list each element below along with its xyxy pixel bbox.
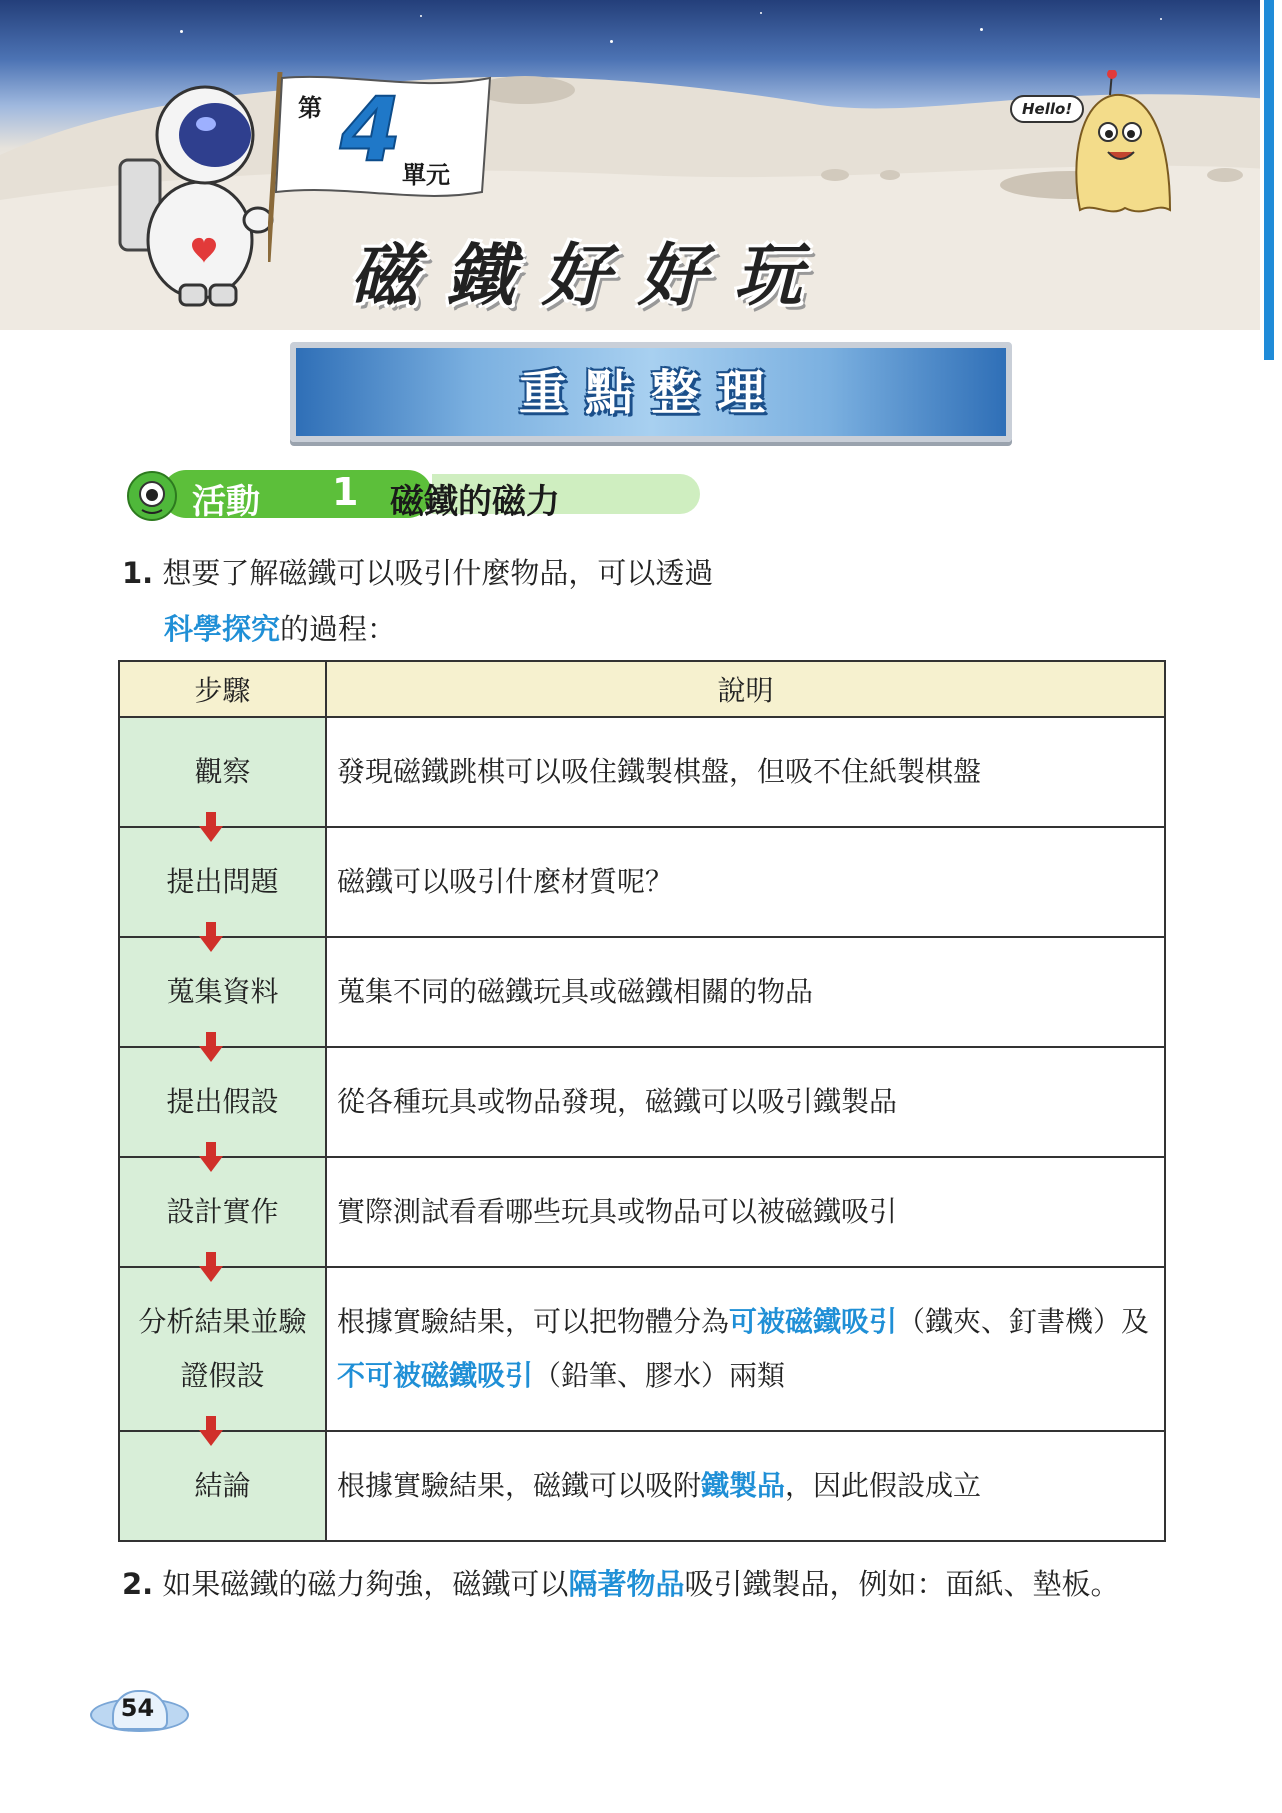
flow-arrow-icon	[199, 1430, 223, 1446]
item-2-paragraph	[122, 1556, 1172, 1612]
desc-text: （鐵夾、釘書機）及	[897, 1305, 1150, 1338]
description-cell	[326, 1431, 1165, 1541]
item-2-highlight: 隔著物品	[568, 1567, 685, 1601]
chapter-title: 磁鐵好好玩	[350, 237, 831, 316]
green-monster-icon	[122, 466, 184, 522]
activity-number: 1	[332, 470, 359, 514]
activity-label: 活動	[192, 482, 260, 522]
item-1-text-before: 想要了解磁鐵可以吸引什麼物品，可以透過	[162, 556, 714, 590]
table-row	[119, 717, 1165, 827]
description-cell: 從各種玩具或物品發現，磁鐵可以吸引鐵製品	[326, 1047, 1165, 1157]
page-number-badge	[90, 1690, 185, 1730]
table-row	[119, 1431, 1165, 1541]
step-cell: 結論	[119, 1431, 326, 1541]
activity-topic: 磁鐵的磁力	[390, 482, 560, 522]
table-row	[119, 1157, 1165, 1267]
table-row	[119, 827, 1165, 937]
description-cell: 磁鐵可以吸引什麼材質呢？	[326, 827, 1165, 937]
table-row	[119, 1267, 1165, 1431]
desc-highlight: 鐵製品	[701, 1469, 786, 1502]
description-cell: 發現磁鐵跳棋可以吸住鐵製棋盤，但吸不住紙製棋盤	[326, 717, 1165, 827]
item-1-paragraph	[122, 545, 1172, 657]
description-cell: 實際測試看看哪些玩具或物品可以被磁鐵吸引	[326, 1157, 1165, 1267]
item-1-highlight: 科學探究	[164, 612, 281, 646]
item-2-number: 2.	[122, 1567, 154, 1601]
desc-text: （鉛筆、膠水）兩類	[533, 1359, 786, 1392]
step-cell: 觀察	[119, 717, 326, 827]
flow-arrow-icon	[199, 1266, 223, 1282]
page-edge-tab	[1260, 0, 1282, 1813]
item-1-text-after: 的過程：	[280, 612, 397, 646]
step-cell: 蒐集資料	[119, 937, 326, 1047]
step-cell: 提出問題	[119, 827, 326, 937]
header-step: 步驟	[119, 661, 326, 717]
key-points-banner	[290, 342, 1012, 442]
table-header-row	[119, 661, 1165, 717]
step-cell: 分析結果並驗證假設	[119, 1267, 326, 1431]
unit-suffix: 單元	[402, 161, 450, 189]
step-cell: 提出假設	[119, 1047, 326, 1157]
flow-arrow-icon	[199, 826, 223, 842]
item-1-number: 1.	[122, 556, 154, 590]
desc-highlight: 可被磁鐵吸引	[729, 1305, 898, 1338]
desc-text: 根據實驗結果，磁鐵可以吸附	[337, 1469, 702, 1502]
table-row	[119, 1047, 1165, 1157]
unit-prefix: 第	[298, 94, 322, 122]
alien-character-illustration	[1060, 70, 1200, 220]
unit-number: 4	[340, 78, 402, 181]
activity-heading	[122, 466, 702, 522]
item-2-text-after: 吸引鐵製品，例如：面紙、墊板。	[684, 1567, 1120, 1601]
desc-text: ，因此假設成立	[785, 1469, 982, 1502]
description-cell: 蒐集不同的磁鐵玩具或磁鐵相關的物品	[326, 937, 1165, 1047]
flow-arrow-icon	[199, 1156, 223, 1172]
flow-arrow-icon	[199, 936, 223, 952]
hello-speech-bubble: Hello!	[1010, 95, 1084, 123]
page-number: 54	[120, 1694, 155, 1722]
header-description: 說明	[326, 661, 1165, 717]
desc-text: 根據實驗結果，可以把物體分為	[337, 1305, 730, 1338]
item-2-text-before: 如果磁鐵的磁力夠強，磁鐵可以	[162, 1567, 569, 1601]
description-cell	[326, 1267, 1165, 1431]
scientific-inquiry-table	[118, 660, 1166, 1542]
flow-arrow-icon	[199, 1046, 223, 1062]
banner-title: 重點整理	[518, 365, 783, 421]
desc-highlight: 不可被磁鐵吸引	[337, 1359, 534, 1392]
table-row	[119, 937, 1165, 1047]
step-cell: 設計實作	[119, 1157, 326, 1267]
